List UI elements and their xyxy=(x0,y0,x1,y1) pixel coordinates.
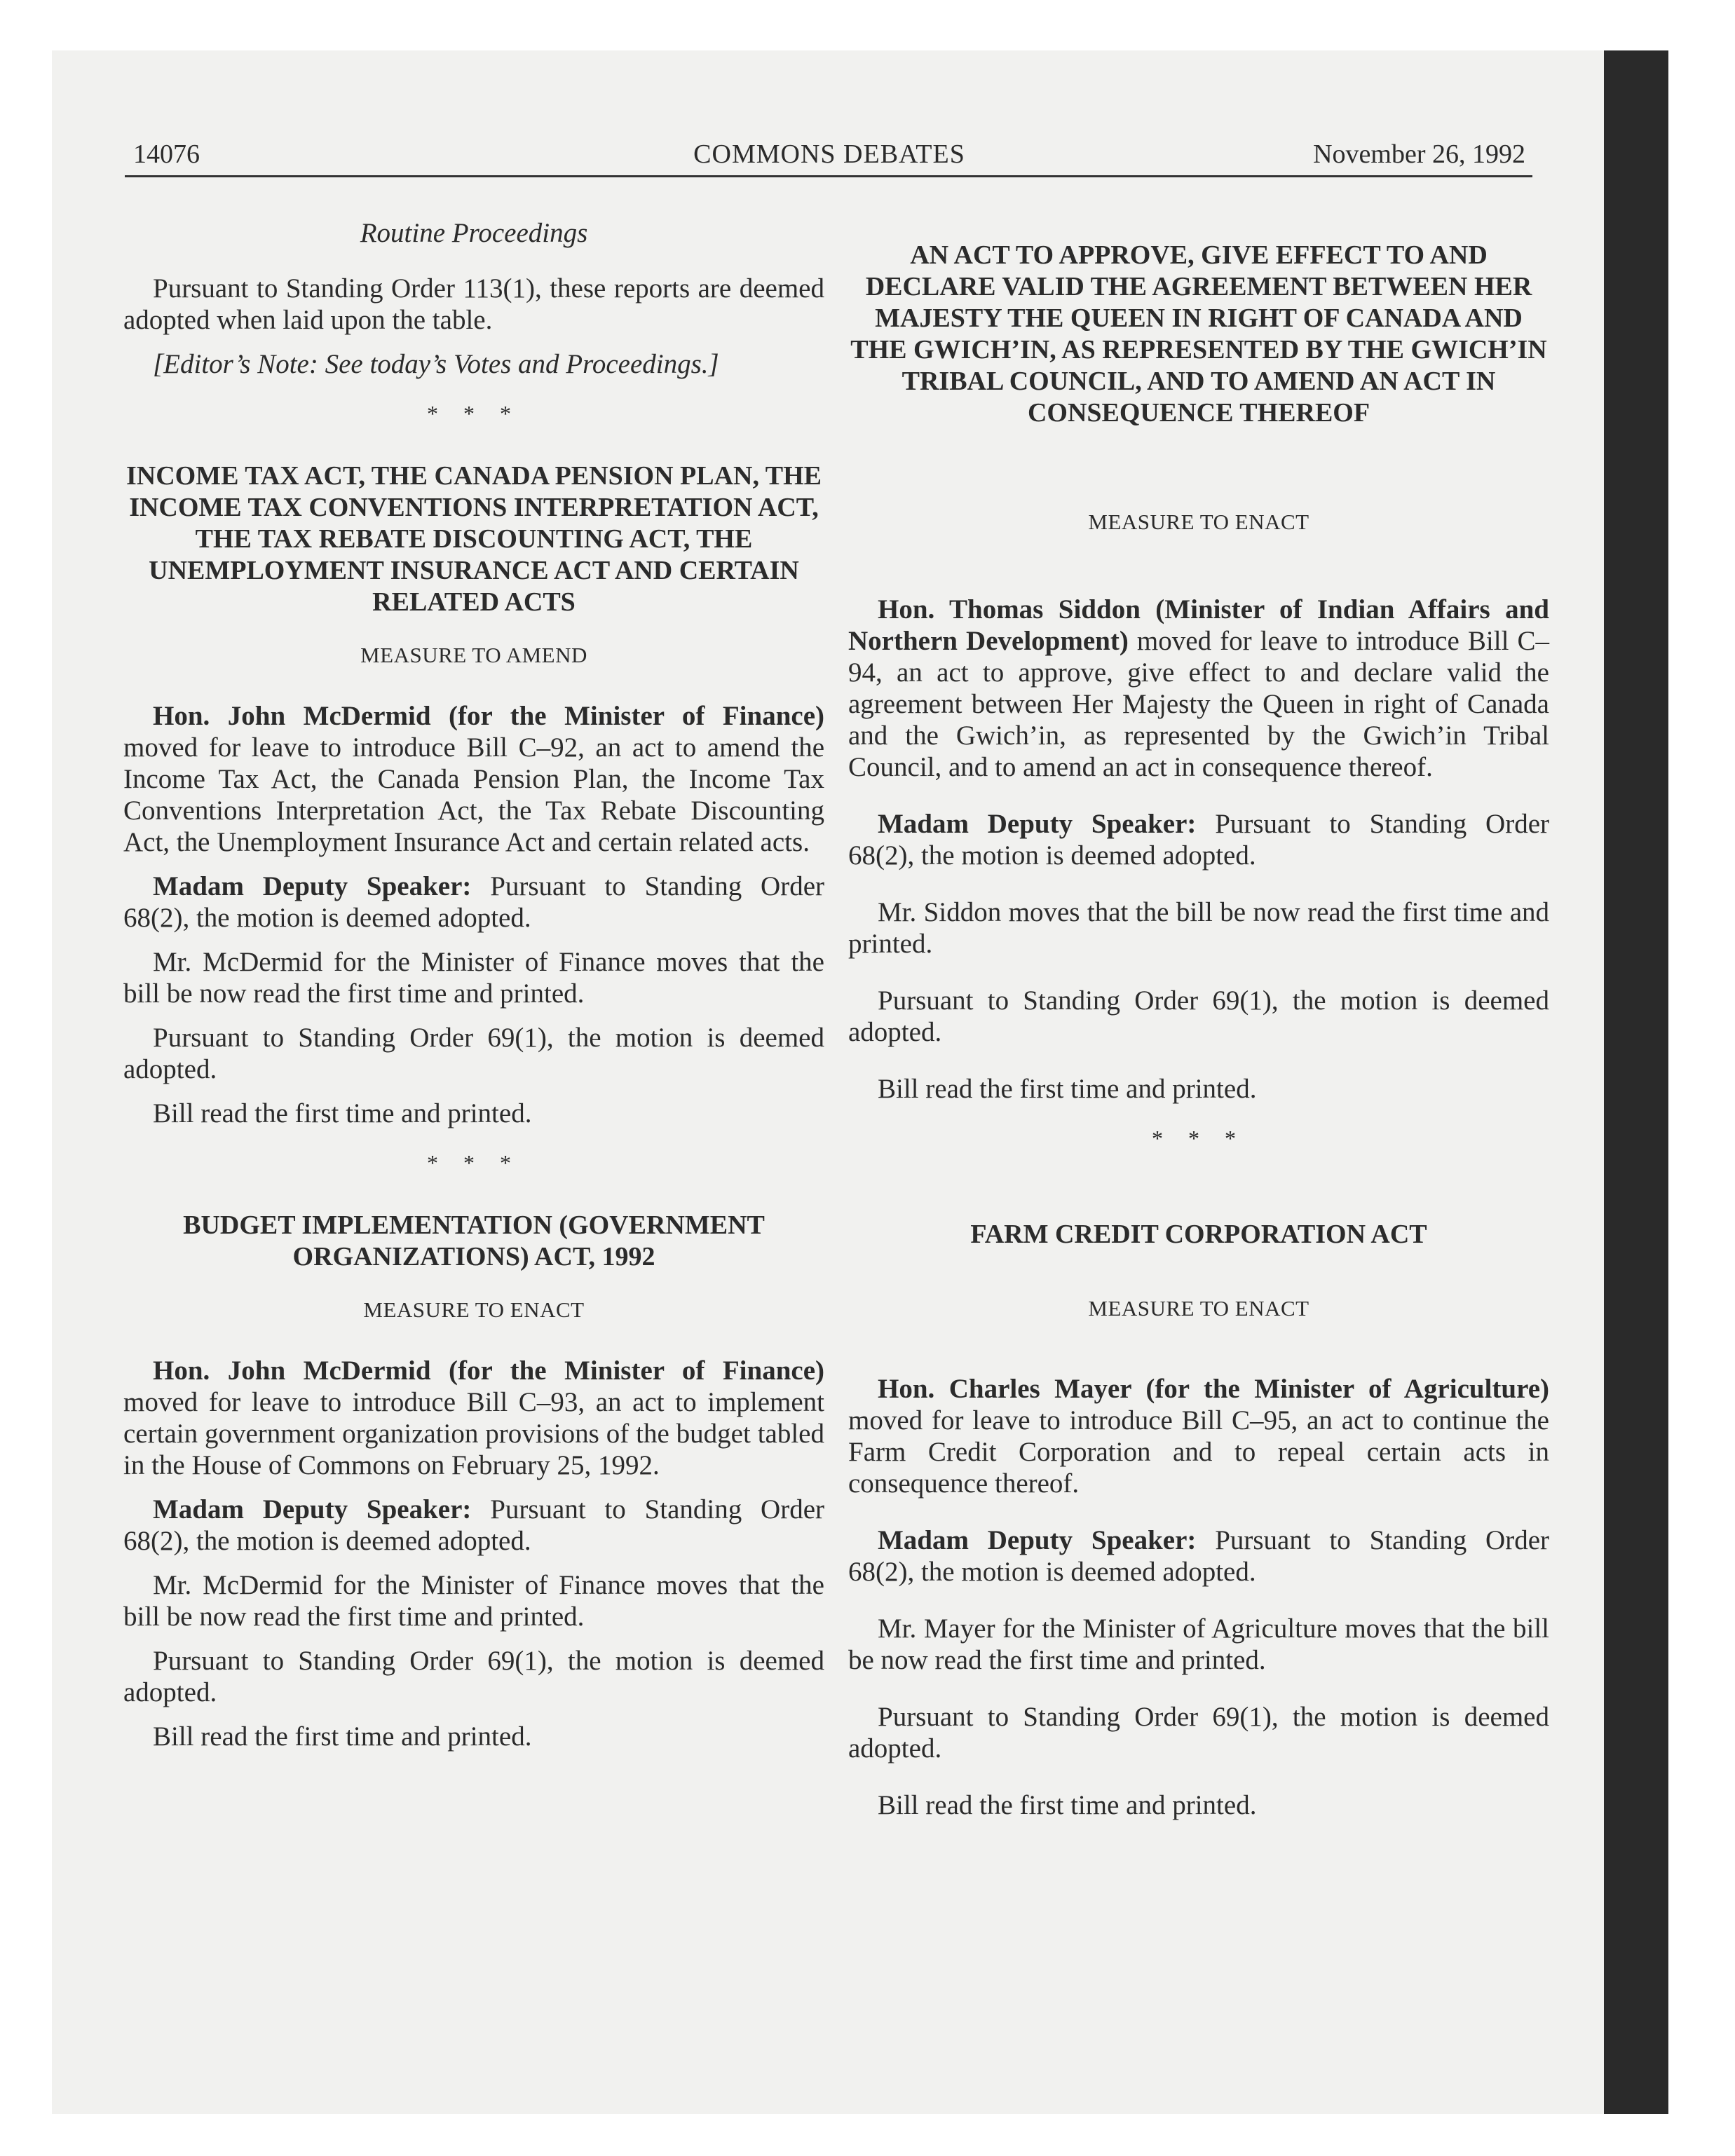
speech xyxy=(848,1524,1549,1588)
running-head xyxy=(133,139,1525,181)
speaker-name: Madam Deputy Speaker: xyxy=(878,1525,1197,1555)
speech-text: moved for leave to introduce Bill C–92, an act to amend the Income Tax Act, the Canada Pension Plan, the Income Tax Conventions Interpretation Act, the Tax Rebate Discounting Act, the Unemployment Insurance Act and certain related acts. xyxy=(123,732,824,857)
speech-text: Pursuant to Standing Order 68(2), the motion is deemed adopted. xyxy=(123,1494,824,1556)
section-separator: * * * xyxy=(1152,1126,1246,1151)
speaker-name: Hon. Charles Mayer (for the Minister of Agriculture) xyxy=(878,1374,1549,1404)
paragraph: Bill read the first time and printed. xyxy=(878,1074,1257,1104)
speech-text: moved for leave to introduce Bill C–95, an act to continue the Farm Credit Corporation and to repeal certain acts in consequence thereof. xyxy=(848,1405,1549,1499)
speech xyxy=(123,1494,824,1557)
speech xyxy=(123,1355,824,1481)
speech-text: moved for leave to introduce Bill C–94, an act to approve, give effect to and declare valid the agreement between Her Majesty the Queen in right of Canada and the Gwich’in, as represented by the Gwich’in Tribal Council, and to amend an act in consequence thereof. xyxy=(848,626,1550,782)
paragraph: Pursuant to Standing Order 69(1), the motion is deemed adopted. xyxy=(848,1702,1549,1763)
bill-title: FARM CREDIT CORPORATION ACT xyxy=(970,1220,1427,1249)
paragraph: Pursuant to Standing Order 69(1), the motion is deemed adopted. xyxy=(123,1646,824,1707)
left-column xyxy=(123,196,824,1765)
speaker-name: Madam Deputy Speaker: xyxy=(878,809,1197,839)
speaker-name: Hon. Thomas Siddon (Minister of Indian Affairs and Northern Development) xyxy=(848,594,1549,656)
speech xyxy=(848,1373,1549,1499)
paragraph: Pursuant to Standing Order 113(1), these reports are deemed adopted when laid upon the table. xyxy=(123,273,824,335)
measure-subhead: MEASURE TO AMEND xyxy=(360,643,587,667)
paragraph: Bill read the first time and printed. xyxy=(153,1098,532,1128)
header-rule xyxy=(125,175,1532,177)
section-separator: * * * xyxy=(427,1150,521,1175)
paragraph: Mr. McDermid for the Minister of Finance moves that the bill be now read the first time and printed. xyxy=(123,1570,824,1632)
measure-subhead: MEASURE TO ENACT xyxy=(1088,510,1309,534)
section-separator: * * * xyxy=(427,401,521,426)
section-title: Routine Proceedings xyxy=(360,218,588,248)
speaker-name: Hon. John McDermid (for the Minister of Finance) xyxy=(153,1356,824,1386)
paragraph: Mr. McDermid for the Minister of Finance moves that the bill be now read the first time and printed. xyxy=(123,947,824,1009)
speech xyxy=(848,594,1549,783)
speaker-name: Madam Deputy Speaker: xyxy=(153,871,472,901)
scan-edge-shadow xyxy=(1604,50,1668,2114)
speech-text: Pursuant to Standing Order 68(2), the motion is deemed adopted. xyxy=(123,871,824,933)
bill-title: AN ACT TO APPROVE, GIVE EFFECT TO AND DECLARE VALID THE AGREEMENT BETWEEN HER MAJESTY THE QUEEN IN RIGHT OF CANADA AND THE GWICH’IN, AS REPRESENTED BY THE GWICH’IN TRIBAL COUNCIL, AND TO AMEND AN ACT IN CONSEQUENCE THEREOF xyxy=(850,240,1547,428)
paragraph: Pursuant to Standing Order 69(1), the motion is deemed adopted. xyxy=(848,985,1549,1047)
page-number: 14076 xyxy=(133,139,200,169)
speech xyxy=(848,808,1549,871)
editor-note: [Editor’s Note: See today’s Votes and Proceedings.] xyxy=(153,349,719,379)
paragraph: Bill read the first time and printed. xyxy=(878,1790,1257,1820)
speech-text: moved for leave to introduce Bill C–93, an act to implement certain government organization provisions of the budget tabled in the House of Commons on February 25, 1992. xyxy=(123,1387,824,1480)
bill-title: INCOME TAX ACT, THE CANADA PENSION PLAN, THE INCOME TAX CONVENTIONS INTERPRETATION ACT, THE TAX REBATE DISCOUNTING ACT, THE UNEMPLOYMENT INSURANCE ACT AND CERTAIN RELATED ACTS xyxy=(125,461,822,617)
paragraph: Mr. Siddon moves that the bill be now read the first time and printed. xyxy=(848,897,1549,959)
speech xyxy=(123,700,824,858)
speech xyxy=(123,871,824,934)
paragraph: Mr. Mayer for the Minister of Agriculture moves that the bill be now read the first time and printed. xyxy=(848,1613,1549,1675)
paragraph: Pursuant to Standing Order 69(1), the motion is deemed adopted. xyxy=(123,1023,824,1084)
measure-subhead: MEASURE TO ENACT xyxy=(363,1297,585,1322)
right-column xyxy=(848,196,1549,1834)
bill-title: BUDGET IMPLEMENTATION (GOVERNMENT ORGANIZATIONS) ACT, 1992 xyxy=(183,1210,765,1271)
issue-date: November 26, 1992 xyxy=(1313,139,1525,169)
speaker-name: Hon. John McDermid (for the Minister of Finance) xyxy=(153,701,824,731)
speaker-name: Madam Deputy Speaker: xyxy=(153,1494,472,1524)
speech-text: Pursuant to Standing Order 68(2), the motion is deemed adopted. xyxy=(848,809,1549,871)
journal-title: COMMONS DEBATES xyxy=(693,139,965,169)
paragraph: Bill read the first time and printed. xyxy=(153,1721,532,1752)
measure-subhead: MEASURE TO ENACT xyxy=(1088,1296,1309,1321)
speech-text: Pursuant to Standing Order 68(2), the motion is deemed adopted. xyxy=(848,1525,1549,1587)
